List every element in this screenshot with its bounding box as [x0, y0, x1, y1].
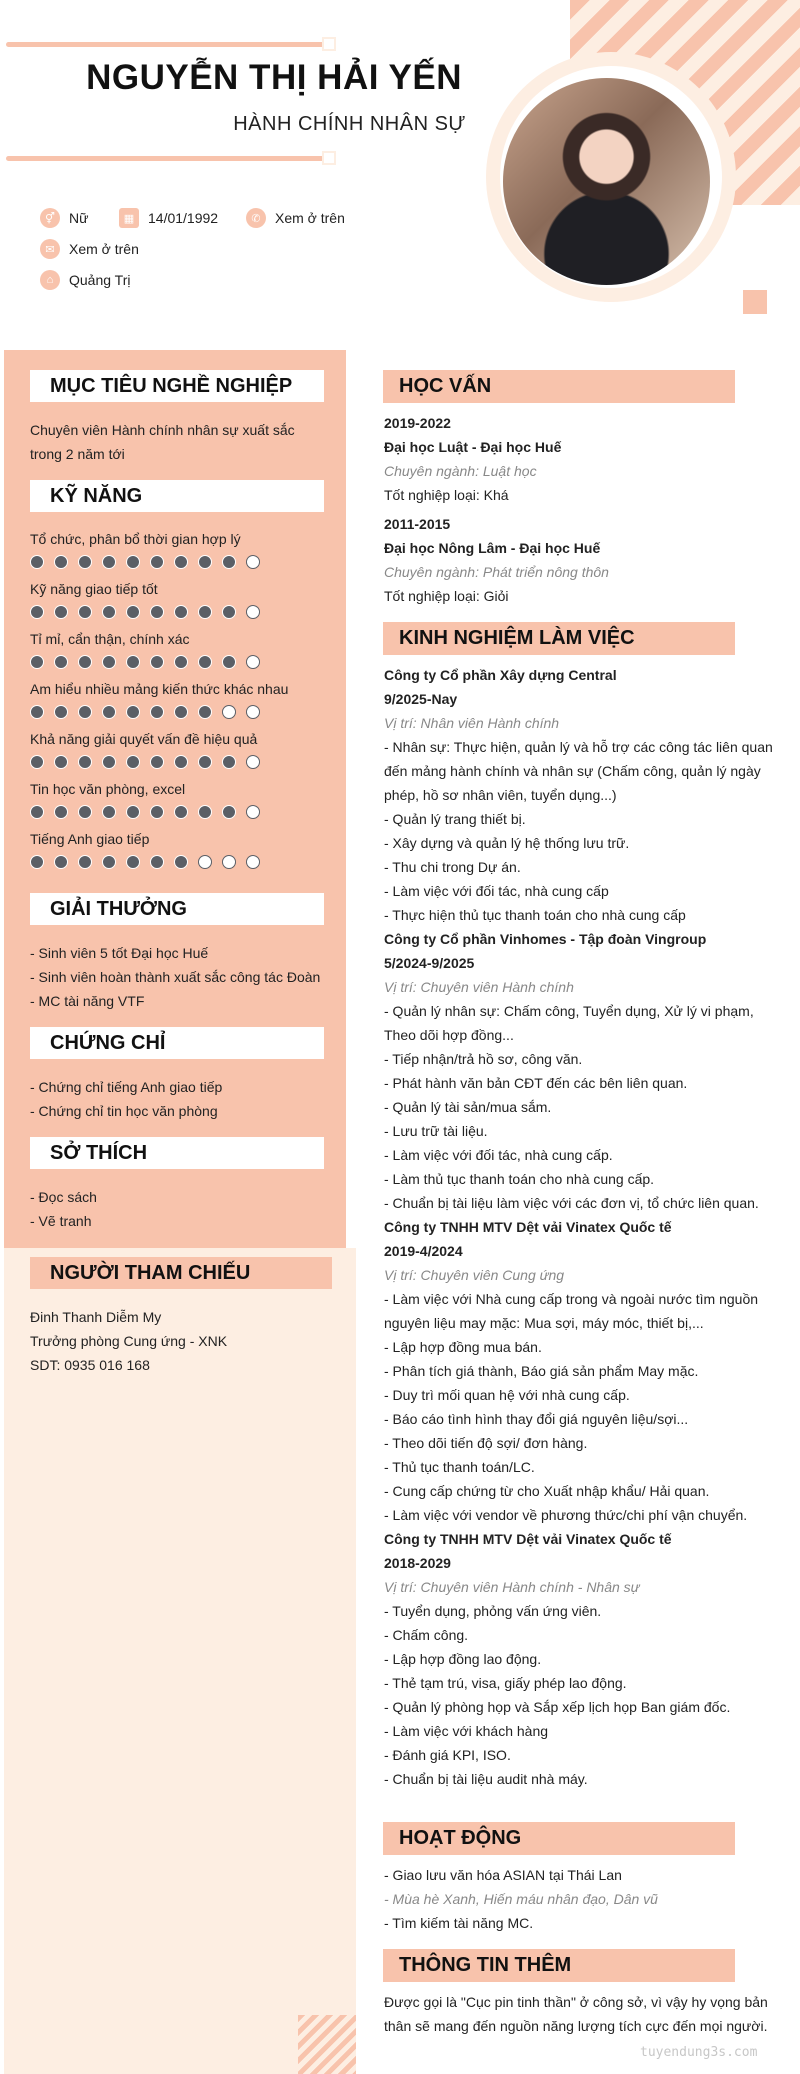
rating-dot-filled	[30, 755, 44, 769]
header-line-cap	[322, 151, 336, 165]
skill-item	[30, 730, 330, 769]
exp-duty: - Làm việc với Nhà cung cấp trong và ngoài nước tìm nguồn	[384, 1291, 759, 1307]
rating-dot-filled	[150, 705, 164, 719]
exp-duty: - Thu chi trong Dự án.	[384, 859, 521, 875]
section-title-activities: HOẠT ĐỘNG	[383, 1822, 735, 1855]
info-address-value: Quảng Trị	[69, 272, 131, 288]
exp-duty: - Theo dõi tiến độ sợi/ đơn hàng.	[384, 1435, 588, 1451]
info-email-value: Xem ở trên	[69, 241, 139, 257]
reference-line: SDT: 0935 016 168	[30, 1357, 150, 1373]
rating-dot-filled	[102, 705, 116, 719]
objective-line: trong 2 năm tới	[30, 446, 125, 462]
hobby-item: - Vẽ tranh	[30, 1213, 92, 1229]
edu-major: Chuyên ngành: Phát triển nông thôn	[384, 564, 609, 580]
activity-item: - Tìm kiếm tài năng MC.	[384, 1915, 534, 1931]
skill-rating	[30, 705, 330, 719]
exp-duty: - Cung cấp chứng từ cho Xuất nhập khẩu/ Hải quan.	[384, 1483, 710, 1499]
rating-dot-filled	[126, 805, 140, 819]
rating-dot-filled	[126, 555, 140, 569]
objective-line: Chuyên viên Hành chính nhân sự xuất sắc	[30, 422, 295, 438]
rating-dot-empty	[246, 705, 260, 719]
home-icon: ⌂	[40, 270, 60, 290]
skill-item	[30, 830, 330, 869]
rating-dot-filled	[30, 555, 44, 569]
exp-duty: - Làm việc với khách hàng	[384, 1723, 549, 1739]
skill-rating	[30, 805, 330, 819]
award-item: - MC tài năng VTF	[30, 993, 145, 1009]
info-phone	[246, 208, 345, 228]
section-title-awards: GIẢI THƯỞNG	[30, 893, 324, 925]
exp-company: Công ty Cổ phần Xây dựng Central	[384, 667, 617, 683]
exp-duty: - Chấm công.	[384, 1627, 469, 1643]
exp-duty: - Lưu trữ tài liệu.	[384, 1123, 488, 1139]
rating-dot-filled	[174, 805, 188, 819]
hobby-item: - Đọc sách	[30, 1189, 97, 1205]
rating-dot-filled	[30, 705, 44, 719]
exp-position: Vị trí: Chuyên viên Hành chính	[384, 979, 574, 995]
rating-dot-empty	[246, 755, 260, 769]
exp-duty: - Quản lý trang thiết bị.	[384, 811, 526, 827]
skill-label: Tin học văn phòng, excel	[30, 781, 186, 797]
more-info-line: thân sẽ mang đến nguồn năng lượng tích cực đến mọi người.	[384, 2018, 768, 2034]
rating-dot-filled	[30, 805, 44, 819]
watermark: tuyendung3s.com	[640, 2045, 758, 2060]
edu-major: Chuyên ngành: Luật học	[384, 463, 537, 479]
rating-dot-filled	[102, 655, 116, 669]
rating-dot-empty	[246, 855, 260, 869]
section-title-hobbies: SỞ THÍCH	[30, 1137, 324, 1169]
skill-label: Kỹ năng giao tiếp tốt	[30, 581, 158, 597]
activity-item: - Mùa hè Xanh, Hiến máu nhân đạo, Dân vũ	[384, 1891, 658, 1907]
skill-rating	[30, 605, 330, 619]
skill-rating	[30, 855, 330, 869]
exp-duty: - Lập hợp đồng mua bán.	[384, 1339, 542, 1355]
rating-dot-filled	[102, 605, 116, 619]
section-title-experience: KINH NGHIỆM LÀM VIỆC	[383, 622, 735, 655]
exp-position: Vị trí: Chuyên viên Hành chính - Nhân sự	[384, 1579, 640, 1595]
rating-dot-filled	[54, 855, 68, 869]
phone-icon: ✆	[246, 208, 266, 228]
rating-dot-filled	[30, 655, 44, 669]
skill-label: Tiếng Anh giao tiếp	[30, 831, 150, 847]
skill-item	[30, 680, 330, 719]
more-info-line: Được gọi là "Cục pin tinh thần" ở công sở, vì vậy hy vọng bản	[384, 1994, 768, 2010]
rating-dot-filled	[54, 555, 68, 569]
rating-dot-filled	[222, 805, 236, 819]
activity-item: - Giao lưu văn hóa ASIAN tại Thái Lan	[384, 1867, 622, 1883]
exp-duty: đến mảng hành chính và nhân sự (Chấm công, quản lý ngày	[384, 763, 761, 779]
exp-duty: - Duy trì mối quan hệ với nhà cung cấp.	[384, 1387, 630, 1403]
rating-dot-filled	[78, 705, 92, 719]
skill-label: Khả năng giải quyết vấn đề hiệu quả	[30, 731, 258, 747]
exp-duty: - Tuyển dụng, phỏng vấn ứng viên.	[384, 1603, 602, 1619]
exp-position: Vị trí: Nhân viên Hành chính	[384, 715, 560, 731]
skill-rating	[30, 655, 330, 669]
skill-item	[30, 780, 330, 819]
exp-duty: - Quản lý phòng họp và Sắp xếp lịch họp Ban giám đốc.	[384, 1699, 731, 1715]
exp-duty: - Làm việc với vendor về phương thức/chi phí vận chuyển.	[384, 1507, 748, 1523]
rating-dot-empty	[246, 805, 260, 819]
award-item: - Sinh viên 5 tốt Đại học Huế	[30, 945, 209, 961]
rating-dot-filled	[198, 805, 212, 819]
section-title-certs: CHỨNG CHỈ	[30, 1027, 324, 1059]
info-dob	[119, 208, 218, 228]
exp-duty: - Thẻ tạm trú, visa, giấy phép lao động.	[384, 1675, 627, 1691]
rating-dot-filled	[54, 705, 68, 719]
exp-duty: - Đánh giá KPI, ISO.	[384, 1747, 511, 1763]
candidate-role: HÀNH CHÍNH NHÂN SỰ	[233, 113, 466, 135]
rating-dot-empty	[246, 605, 260, 619]
rating-dot-filled	[198, 755, 212, 769]
rating-dot-filled	[102, 805, 116, 819]
rating-dot-filled	[102, 755, 116, 769]
exp-duty: - Làm thủ tục thanh toán cho nhà cung cấp.	[384, 1171, 655, 1187]
rating-dot-filled	[198, 605, 212, 619]
rating-dot-filled	[150, 605, 164, 619]
exp-duty: - Thủ tục thanh toán/LC.	[384, 1459, 535, 1475]
info-gender	[40, 208, 88, 228]
exp-duty: - Xây dựng và quản lý hệ thống lưu trữ.	[384, 835, 630, 851]
skill-item	[30, 630, 330, 669]
skill-rating	[30, 555, 330, 569]
rating-dot-filled	[54, 805, 68, 819]
rating-dot-filled	[222, 655, 236, 669]
rating-dot-empty	[198, 855, 212, 869]
info-email	[40, 239, 139, 259]
section-title-skills: KỸ NĂNG	[30, 480, 324, 512]
rating-dot-empty	[246, 555, 260, 569]
rating-dot-filled	[78, 755, 92, 769]
exp-duty: - Nhân sự: Thực hiện, quản lý và hỗ trợ các công tác liên quan	[384, 739, 773, 755]
rating-dot-filled	[126, 705, 140, 719]
exp-position: Vị trí: Chuyên viên Cung ứng	[384, 1267, 565, 1283]
skill-label: Tỉ mỉ, cẩn thận, chính xác	[30, 631, 190, 647]
rating-dot-filled	[174, 705, 188, 719]
header-line-cap	[322, 37, 336, 51]
rating-dot-filled	[174, 555, 188, 569]
rating-dot-filled	[174, 605, 188, 619]
section-title-objective: MỤC TIÊU NGHỀ NGHIỆP	[30, 370, 324, 402]
exp-period: 5/2024-9/2025	[384, 955, 475, 971]
exp-period: 9/2025-Nay	[384, 691, 458, 707]
reference-line: Trưởng phòng Cung ứng - XNK	[30, 1333, 228, 1349]
edu-period: 2019-2022	[384, 415, 451, 431]
info-dob-value: 14/01/1992	[148, 210, 219, 226]
rating-dot-filled	[54, 755, 68, 769]
exp-company: Công ty TNHH MTV Dệt vải Vinatex Quốc tế	[384, 1219, 672, 1235]
decorative-square	[743, 290, 767, 314]
exp-duty: - Chuẩn bị tài liệu làm việc với các đơn vị, tổ chức liên quan.	[384, 1195, 759, 1211]
skill-rating	[30, 755, 330, 769]
gender-icon: ⚥	[40, 208, 60, 228]
rating-dot-filled	[78, 605, 92, 619]
rating-dot-filled	[102, 555, 116, 569]
rating-dot-empty	[222, 855, 236, 869]
edu-period: 2011-2015	[384, 516, 451, 532]
rating-dot-filled	[78, 855, 92, 869]
decorative-corner-stripes	[298, 2015, 356, 2074]
edu-school: Đại học Nông Lâm - Đại học Huế	[384, 540, 601, 556]
rating-dot-filled	[150, 855, 164, 869]
exp-duty: - Thực hiện thủ tục thanh toán cho nhà cung cấp	[384, 907, 686, 923]
rating-dot-filled	[126, 855, 140, 869]
exp-period: 2018-2029	[384, 1555, 451, 1571]
rating-dot-filled	[174, 855, 188, 869]
rating-dot-filled	[174, 755, 188, 769]
exp-duty: nguyên liệu may mặc: Mua sợi, máy móc, thiết bị,...	[384, 1315, 704, 1331]
exp-company: Công ty Cổ phần Vinhomes - Tập đoàn Vingroup	[384, 931, 707, 947]
rating-dot-filled	[78, 805, 92, 819]
section-title-more-info: THÔNG TIN THÊM	[383, 1949, 735, 1982]
rating-dot-filled	[54, 605, 68, 619]
exp-duty: - Quản lý tài sản/mua sắm.	[384, 1099, 552, 1115]
cert-item: - Chứng chỉ tiếng Anh giao tiếp	[30, 1079, 223, 1095]
rating-dot-filled	[102, 855, 116, 869]
award-item: - Sinh viên hoàn thành xuất sắc công tác Đoàn	[30, 969, 321, 985]
rating-dot-filled	[150, 755, 164, 769]
exp-duty: - Tiếp nhận/trả hồ sơ, công văn.	[384, 1051, 583, 1067]
skill-label: Tổ chức, phân bổ thời gian hợp lý	[30, 531, 241, 547]
header-line-bottom	[6, 156, 328, 161]
rating-dot-filled	[126, 755, 140, 769]
exp-duty: - Chuẩn bị tài liệu audit nhà máy.	[384, 1771, 588, 1787]
rating-dot-empty	[222, 705, 236, 719]
exp-duty: - Làm việc với đối tác, nhà cung cấp	[384, 883, 609, 899]
rating-dot-filled	[150, 805, 164, 819]
email-icon: ✉	[40, 239, 60, 259]
exp-duty: - Phát hành văn bản CĐT đến các bên liên quan.	[384, 1075, 688, 1091]
header-line-top	[6, 42, 328, 47]
exp-duty: - Lập hợp đồng lao động.	[384, 1651, 542, 1667]
exp-period: 2019-4/2024	[384, 1243, 463, 1259]
exp-duty: Theo dõi hợp đồng...	[384, 1027, 514, 1043]
rating-dot-filled	[222, 555, 236, 569]
rating-dot-filled	[30, 855, 44, 869]
exp-company: Công ty TNHH MTV Dệt vải Vinatex Quốc tế	[384, 1531, 672, 1547]
info-gender-value: Nữ	[69, 210, 89, 226]
rating-dot-filled	[54, 655, 68, 669]
exp-duty: - Làm việc với đối tác, nhà cung cấp.	[384, 1147, 613, 1163]
rating-dot-filled	[30, 605, 44, 619]
skill-item	[30, 580, 330, 619]
info-address	[40, 270, 130, 290]
rating-dot-filled	[198, 555, 212, 569]
exp-duty: - Phân tích giá thành, Báo giá sản phẩm May mặc.	[384, 1363, 699, 1379]
skill-label: Am hiểu nhiều mảng kiến thức khác nhau	[30, 681, 289, 697]
rating-dot-filled	[222, 755, 236, 769]
rating-dot-filled	[150, 655, 164, 669]
candidate-name: NGUYỄN THỊ HẢI YẾN	[86, 58, 462, 97]
rating-dot-filled	[126, 655, 140, 669]
avatar	[503, 78, 710, 285]
reference-line: Đinh Thanh Diễm My	[30, 1309, 162, 1325]
rating-dot-filled	[78, 655, 92, 669]
cert-item: - Chứng chỉ tin học văn phòng	[30, 1103, 218, 1119]
rating-dot-empty	[246, 655, 260, 669]
edu-grade: Tốt nghiệp loại: Khá	[384, 487, 509, 503]
edu-school: Đại học Luật - Đại học Huế	[384, 439, 562, 455]
section-title-reference: NGƯỜI THAM CHIẾU	[30, 1257, 332, 1289]
exp-duty: - Báo cáo tình hình thay đổi giá nguyên liệu/sợi...	[384, 1411, 689, 1427]
rating-dot-filled	[126, 605, 140, 619]
rating-dot-filled	[78, 555, 92, 569]
rating-dot-filled	[222, 605, 236, 619]
exp-duty: phép, hồ sơ nhân viên, tuyển dụng...)	[384, 787, 617, 803]
exp-duty: - Quản lý nhân sự: Chấm công, Tuyển dụng, Xử lý vi phạm,	[384, 1003, 754, 1019]
edu-grade: Tốt nghiệp loại: Giỏi	[384, 588, 509, 604]
rating-dot-filled	[198, 705, 212, 719]
rating-dot-filled	[174, 655, 188, 669]
rating-dot-filled	[150, 555, 164, 569]
rating-dot-filled	[198, 655, 212, 669]
calendar-icon: ▦	[119, 208, 139, 228]
skill-item	[30, 530, 330, 569]
info-phone-value: Xem ở trên	[275, 210, 345, 226]
section-title-education: HỌC VẤN	[383, 370, 735, 403]
